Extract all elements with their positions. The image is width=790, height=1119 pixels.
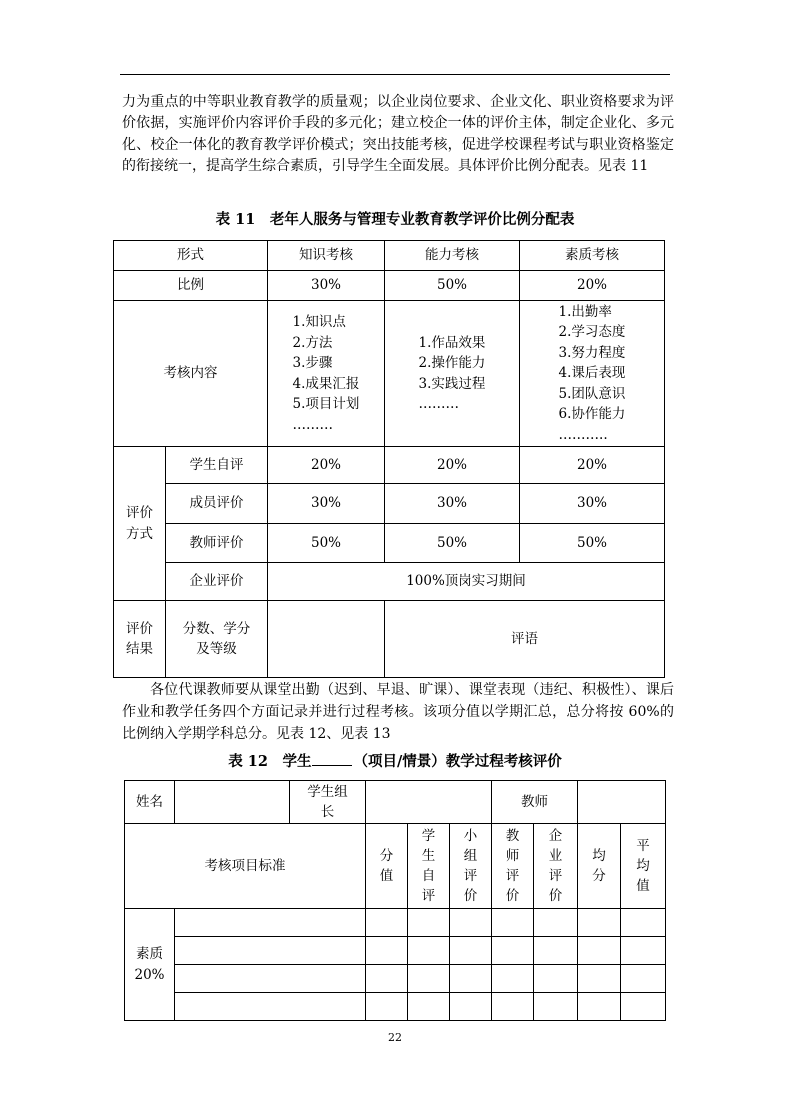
table-cell xyxy=(621,965,666,993)
header-form: 形式 xyxy=(114,241,268,271)
col-char: 评 xyxy=(548,868,563,884)
result-score-label xyxy=(166,601,268,678)
header-quality: 素质考核 xyxy=(520,241,665,271)
student-name-blank xyxy=(312,751,352,766)
teacher-value xyxy=(578,781,666,824)
table-cell xyxy=(492,993,534,1021)
list-item: ……… xyxy=(292,416,334,433)
table-cell xyxy=(408,937,450,965)
member-eval-knowledge: 30% xyxy=(268,484,385,524)
table-cell xyxy=(450,965,492,993)
col-char: 组 xyxy=(463,848,478,864)
table-cell xyxy=(492,937,534,965)
list-item: 1.知识点 xyxy=(292,314,346,330)
header-rule xyxy=(120,74,670,75)
list-item: 1.出勤率 xyxy=(558,303,612,320)
table-cell xyxy=(578,993,621,1021)
table-cell xyxy=(578,909,621,937)
teacher-eval-knowledge: 50% xyxy=(268,524,385,563)
table-cell xyxy=(621,993,666,1021)
paragraph-2: 各位代课教师要从课堂出勤（迟到、早退、旷课）、课堂表现（违纪、积极性）、课后作业和教学任务四个方面记录并进行过程考核。该项分值以学期汇总，总分将按 60%的比例纳入学期学科总分。见表 12、见表 13 xyxy=(122,682,674,742)
content-knowledge xyxy=(268,301,385,447)
intro-paragraph: 力为重点的中等职业教育教学的质量观；以企业岗位要求、企业文化、职业资格要求为评价依据，实施评价内容评价手段的多元化；建立校企一体的评价主体，制定企业化、多元化、校企一体化的教育教学评价模式；突出技能考核，促进学校课程考试与职业资格鉴定的衔接统一，提高学生综合素质，引导学生全面发展。具体评价比例分配表。见表 11 xyxy=(122,94,674,174)
col-char: 评 xyxy=(463,868,478,884)
caption-suffix: （项目/情景）教学过程考核评价 xyxy=(353,753,562,770)
table-cell xyxy=(366,965,408,993)
table-cell xyxy=(175,965,366,993)
self-eval-label: 学生自评 xyxy=(166,447,268,484)
list-item: 2.操作能力 xyxy=(418,355,486,371)
col-char: 教 xyxy=(505,828,520,844)
table-cell xyxy=(534,909,578,937)
table11-caption: 表 11 老年人服务与管理专业教育教学评价比例分配表 xyxy=(215,211,575,228)
list-item: 5.项目计划 xyxy=(292,396,360,412)
col-enterprise-eval xyxy=(534,824,578,909)
col-char: 价 xyxy=(548,888,563,904)
col-char: 评 xyxy=(421,888,436,904)
col-char: 业 xyxy=(548,848,563,864)
table-cell xyxy=(621,909,666,937)
col-char: 值 xyxy=(636,878,650,894)
list-item: 4.课后表现 xyxy=(558,365,626,382)
self-eval-ability: 20% xyxy=(385,447,520,484)
result-label-line1: 评价 xyxy=(126,620,153,637)
table-cell xyxy=(366,937,408,965)
col-char: 小 xyxy=(463,828,478,844)
table12-caption xyxy=(0,750,790,771)
result-label-line2: 结果 xyxy=(126,641,153,657)
table-cell xyxy=(408,909,450,937)
list-item: 3.步骤 xyxy=(292,355,333,371)
name-label: 姓名 xyxy=(125,781,175,824)
table-cell xyxy=(366,993,408,1021)
col-char: 学 xyxy=(421,828,436,844)
col-teacher-eval xyxy=(492,824,534,909)
table-cell xyxy=(366,909,408,937)
member-eval-ability: 30% xyxy=(385,484,520,524)
teacher-eval-label: 教师评价 xyxy=(166,524,268,563)
teacher-eval-ability: 50% xyxy=(385,524,520,563)
col-char: 均 xyxy=(592,848,606,864)
list-item: ……….. xyxy=(558,426,608,443)
quality-label-line2: 20% xyxy=(134,966,165,983)
col-self-eval xyxy=(408,824,450,909)
list-item: 4.成果汇报 xyxy=(292,375,360,392)
member-eval-label: 成员评价 xyxy=(166,484,268,524)
col-average xyxy=(578,824,621,909)
result-score-line1: 分数、学分 xyxy=(182,620,251,637)
enterprise-eval-value: 100%顶岗实习期间 xyxy=(268,563,665,601)
col-char: 分 xyxy=(379,848,394,864)
ratio-ability: 50% xyxy=(385,271,520,301)
table-cell xyxy=(175,909,366,937)
list-item: 6.协作能力 xyxy=(558,406,626,423)
col-char: 价 xyxy=(463,888,478,904)
methods-label xyxy=(114,447,166,601)
col-char: 生 xyxy=(421,848,436,864)
list-item: 3.努力程度 xyxy=(558,344,626,361)
enterprise-eval-label: 企业评价 xyxy=(166,563,268,601)
result-comment: 评语 xyxy=(385,601,665,678)
table-cell xyxy=(534,993,578,1021)
col-score xyxy=(366,824,408,909)
methods-label-line1: 评价 xyxy=(126,505,153,521)
name-value xyxy=(175,781,290,824)
caption-prefix: 表 12 学生 xyxy=(228,753,312,770)
list-item: 5.团队意识 xyxy=(558,385,626,402)
col-char: 价 xyxy=(505,888,520,904)
quality-label xyxy=(125,909,175,1021)
leader-label xyxy=(290,781,366,824)
col-char: 分 xyxy=(592,868,606,884)
teacher-eval-quality: 50% xyxy=(520,524,665,563)
table-cell xyxy=(408,993,450,1021)
list-item: 1.作品效果 xyxy=(418,334,486,351)
col-char: 师 xyxy=(505,848,520,864)
ratio-quality: 20% xyxy=(520,271,665,301)
table12-process-assessment xyxy=(124,780,666,1021)
table-cell xyxy=(175,937,366,965)
self-eval-quality: 20% xyxy=(520,447,665,484)
table11-evaluation-ratio xyxy=(113,240,665,678)
ratio-knowledge: 30% xyxy=(268,271,385,301)
list-item: 3.实践过程 xyxy=(418,375,486,392)
leader-label-line2: 长 xyxy=(320,804,335,820)
content-label: 考核内容 xyxy=(114,301,268,447)
table-cell xyxy=(450,909,492,937)
table-cell xyxy=(578,965,621,993)
content-quality xyxy=(520,301,665,447)
result-label xyxy=(114,601,166,678)
quality-label-line1: 素质 xyxy=(136,946,163,962)
page-number: 22 xyxy=(388,1031,402,1044)
criteria-label: 考核项目标准 xyxy=(125,824,366,909)
table-cell xyxy=(450,993,492,1021)
teacher-label: 教师 xyxy=(492,781,578,824)
col-char: 评 xyxy=(505,868,520,884)
table-cell xyxy=(175,993,366,1021)
table-cell xyxy=(492,909,534,937)
col-char: 自 xyxy=(421,868,436,884)
methods-label-line2: 方式 xyxy=(126,525,153,542)
col-char: 值 xyxy=(379,868,394,884)
col-mean xyxy=(621,824,666,909)
list-item: 2.学习态度 xyxy=(558,324,626,341)
header-knowledge: 知识考核 xyxy=(268,241,385,271)
table-cell xyxy=(492,965,534,993)
member-eval-quality: 30% xyxy=(520,484,665,524)
result-score-line2: 及等级 xyxy=(196,641,237,657)
table-cell xyxy=(534,937,578,965)
table-cell xyxy=(408,965,450,993)
quality-list xyxy=(559,302,626,446)
list-item: 2.方法 xyxy=(292,334,333,351)
knowledge-list xyxy=(293,312,360,435)
leader-label-line1: 学生组 xyxy=(307,783,348,800)
table-cell xyxy=(621,937,666,965)
table-cell xyxy=(450,937,492,965)
col-group-eval xyxy=(450,824,492,909)
result-score-cell xyxy=(268,601,385,678)
col-char: 企 xyxy=(548,828,563,844)
table-cell xyxy=(534,965,578,993)
self-eval-knowledge: 20% xyxy=(268,447,385,484)
list-item: ……… xyxy=(418,396,460,412)
header-ability: 能力考核 xyxy=(385,241,520,271)
col-char: 均 xyxy=(636,858,650,874)
col-char: 平 xyxy=(636,838,650,854)
table-cell xyxy=(578,937,621,965)
ability-list xyxy=(419,333,486,415)
leader-value xyxy=(366,781,492,824)
ratio-label: 比例 xyxy=(114,271,268,301)
content-ability xyxy=(385,301,520,447)
